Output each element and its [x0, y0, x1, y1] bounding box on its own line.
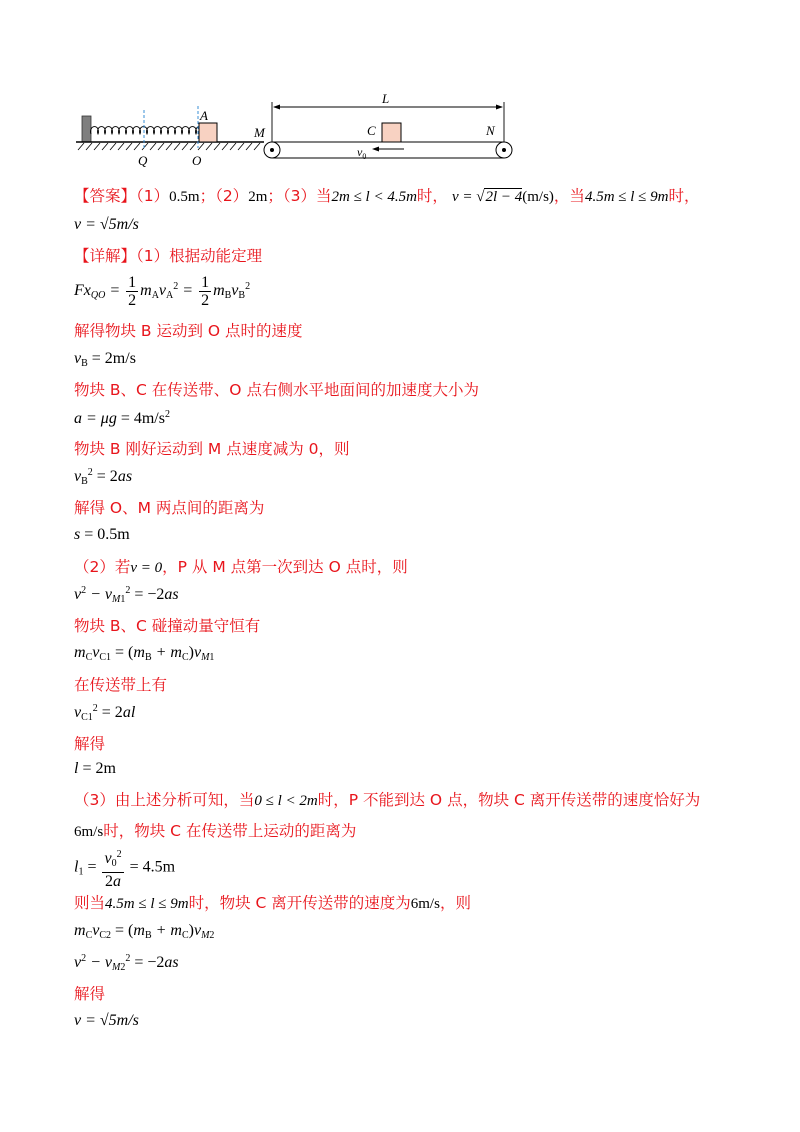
physics-diagram — [74, 92, 524, 170]
equation-l: l = 2m — [74, 760, 116, 777]
step-14: 解得 — [74, 985, 106, 1003]
answer-line-2: v = √5m/s — [74, 216, 139, 233]
step-10: （3）由上述分析可知，当0 ≤ l < 2m时，P 不能到达 O 点，物块 C 离开传送带的速度恰好为 — [74, 791, 701, 809]
label-l: L — [382, 92, 390, 106]
detail-heading: 【详解】（1）根据动能定理 — [74, 247, 263, 265]
label-a: A — [200, 108, 208, 123]
equation-l1: $l_1$ = $\frac{v_0^2}{2a}$ = 4.5m — [74, 846, 175, 890]
answer-tag: 【答案】 — [74, 187, 137, 205]
step-12: 则当4.5m ≤ l ≤ 9m时，物块 C 离开传送带的速度为6m/s，则 — [74, 894, 471, 912]
step-6: （2）若v = 0，P 从 M 点第一次到达 O 点时，则 — [74, 558, 408, 576]
label-q: Q — [138, 153, 148, 168]
wall — [82, 116, 91, 142]
equation-vc1: $v_{C1}^2 = 2al$ — [74, 703, 136, 723]
block-a — [199, 123, 217, 142]
l-arrow-left — [273, 105, 280, 110]
step-4: 物块 B 刚好运动到 M 点速度减为 0，则 — [74, 440, 350, 458]
block-c — [382, 123, 401, 142]
step-9: 解得 — [74, 735, 106, 753]
equation-momentum-2: $m_Cv_{C2} = (m_B + m_C)v_{M2}$ — [74, 922, 215, 941]
step-2: 解得物块 B 运动到 O 点时的速度 — [74, 322, 303, 340]
l-arrow-right — [496, 105, 503, 110]
spring — [91, 127, 214, 134]
answer-line: 【答案】（1）0.5m；（2）2m；（3）当2m ≤ l < 4.5m时， v = √2l − 4(m/s)，当4.5m ≤ l ≤ 9m时， — [74, 187, 700, 205]
step-7: 物块 B、C 碰撞动量守恒有 — [74, 617, 261, 635]
label-n: N — [486, 123, 495, 138]
equation-momentum-1: $m_Cv_{C1} = (m_B + m_C)v_{M1}$ — [74, 644, 215, 663]
v0-arrow-head — [372, 147, 379, 152]
equation-s: s = 0.5m — [74, 526, 130, 543]
equation-a: $a = \mu g = 4m/s^2$ — [74, 409, 170, 427]
step-5: 解得 O、M 两点间的距离为 — [74, 499, 265, 517]
equation-vm1: $v^2 - v_{M1}^2 = -2as$ — [74, 585, 179, 605]
label-c: C — [367, 123, 376, 138]
equation-vb2: $v_B^2 = 2as$ — [74, 467, 133, 487]
equation-energy: $Fx_{QO}$ = $\frac{1}{2}$ $m_Av_A^2$ = $\frac{1}{2}$ $m_Bv_B^2$ — [74, 274, 251, 309]
equation-vm2: $v^2 - v_{M2}^2 = -2as$ — [74, 953, 179, 973]
step-8: 在传送带上有 — [74, 676, 168, 694]
label-m: M — [254, 125, 265, 140]
step-3: 物块 B、C 在传送带、O 点右侧水平地面间的加速度大小为 — [74, 381, 479, 399]
label-v0: $v_0$ — [357, 145, 367, 161]
label-o: O — [192, 153, 202, 168]
ground-hatch — [78, 143, 260, 150]
equation-final-v: v = √5m/s — [74, 1012, 139, 1029]
step-11: 6m/s时，物块 C 在传送带上运动的距离为 — [74, 822, 357, 840]
equation-vb: $v_B = 2m/s$ — [74, 350, 136, 369]
